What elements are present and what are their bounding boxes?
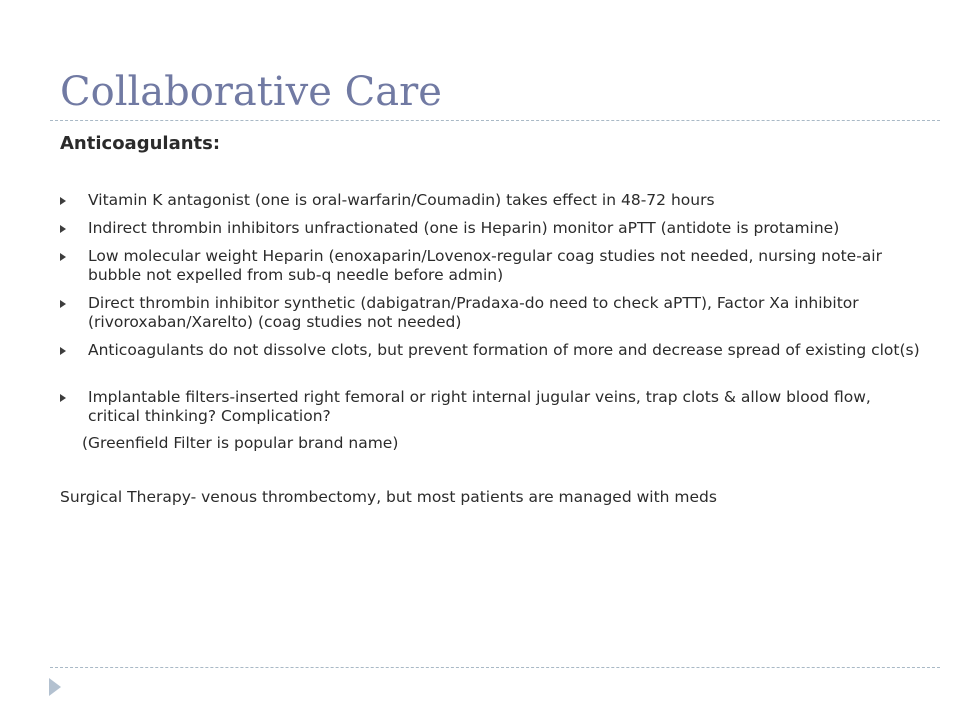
triangle-bullet-icon: [60, 225, 66, 233]
bottom-divider: [50, 667, 940, 668]
bullet-text: Vitamin K antagonist (one is oral-warfarin/Coumadin) takes effect in 48-72 hours: [88, 191, 715, 209]
corner-arrow-icon: [48, 677, 62, 697]
bullet-text: Anticoagulants do not dissolve clots, but prevent formation of more and decrease spread of existing clot(s): [88, 341, 920, 359]
slide-content: [60, 131, 920, 507]
bullet-text: Low molecular weight Heparin (enoxaparin/Lovenox-regular coag studies not needed, nursing note-air bubble not expelled from sub-q needle before admin): [88, 247, 882, 284]
bullet-text: Direct thrombin inhibitor synthetic (dabigatran/Pradaxa-do need to check aPTT), Factor Xa inhibitor (rivoroxaban/Xarelto) (coag studies not needed): [88, 294, 859, 331]
bullet-item: [60, 191, 920, 210]
surgical-therapy-text: Surgical Therapy- venous thrombectomy, but most patients are managed with meds: [60, 488, 717, 506]
bullet-text: Indirect thrombin inhibitors unfractionated (one is Heparin) monitor aPTT (antidote is protamine): [88, 219, 840, 237]
triangle-bullet-icon: [60, 300, 66, 308]
bullet-list: [60, 191, 920, 426]
bullet-item: [60, 294, 920, 332]
triangle-bullet-icon: [60, 394, 66, 402]
triangle-bullet-icon: [60, 197, 66, 205]
slide-title: Collaborative Care: [60, 69, 442, 115]
triangle-bullet-icon: [60, 347, 66, 355]
bullet-item: [60, 341, 920, 360]
triangle-bullet-icon: [60, 253, 66, 261]
slide-subtitle: Anticoagulants:: [60, 133, 221, 154]
bullet-item: [60, 247, 920, 285]
bullet-item: [60, 388, 920, 426]
bullet-text: Implantable filters-inserted right femoral or right internal jugular veins, trap clots & allow blood flow, critical thinking? Complication?: [88, 388, 871, 425]
filter-note: (Greenfield Filter is popular brand name): [82, 434, 399, 452]
bullet-item: [60, 219, 920, 238]
top-divider: [50, 120, 940, 121]
